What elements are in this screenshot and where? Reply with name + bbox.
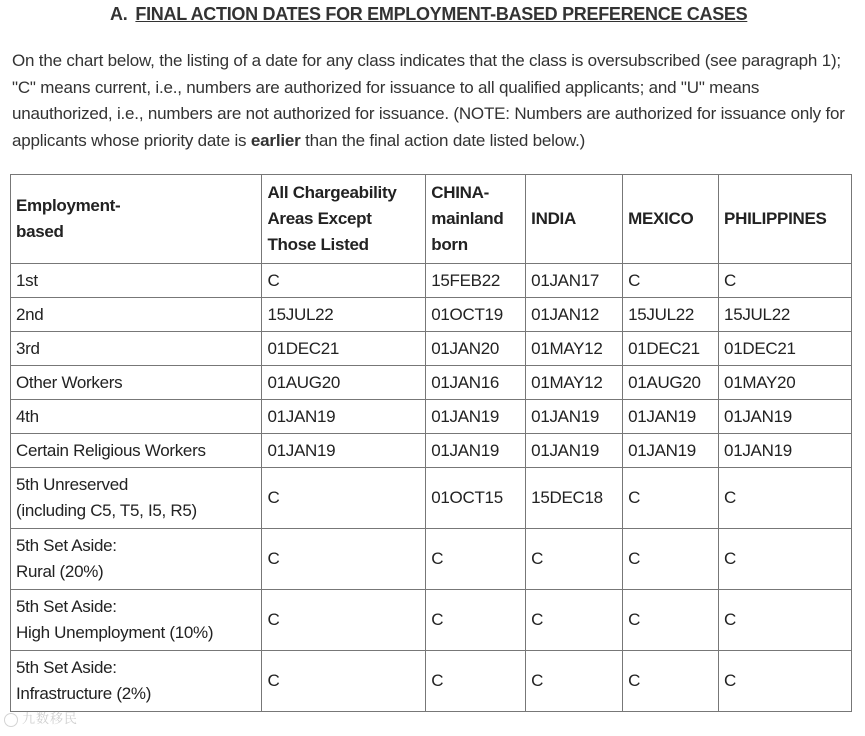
table-row (11, 468, 852, 529)
date-cell: 01JAN19 (526, 400, 623, 434)
intro-text-end: than the final action date listed below.) (300, 130, 586, 150)
date-cell: 01DEC21 (719, 332, 852, 366)
date-cell: 01JAN19 (623, 434, 719, 468)
date-cell: 15FEB22 (426, 264, 526, 298)
date-cell: 01AUG20 (623, 366, 719, 400)
date-cell: C (623, 468, 719, 529)
header-china: CHINA- mainland born (426, 175, 526, 264)
row-category-cell: 3rd (11, 332, 262, 366)
row-category-cell: 5th Set Aside: High Unemployment (10%) (11, 590, 262, 651)
table-row (11, 651, 852, 712)
table-row (11, 434, 852, 468)
row-category-cell: 1st (11, 264, 262, 298)
date-cell: C (426, 651, 526, 712)
watermark-logo-icon (4, 713, 18, 727)
date-cell: 01JAN17 (526, 264, 623, 298)
date-cell: 01JAN19 (623, 400, 719, 434)
table-row (11, 366, 852, 400)
header-india: INDIA (526, 175, 623, 264)
header-philippines: PHILIPPINES (719, 175, 852, 264)
date-cell: 01MAY12 (526, 366, 623, 400)
intro-paragraph (12, 48, 852, 154)
date-cell: 01JAN20 (426, 332, 526, 366)
table-row (11, 332, 852, 366)
row-category-cell: 5th Set Aside: Rural (20%) (11, 529, 262, 590)
row-category-cell: Other Workers (11, 366, 262, 400)
date-cell: 01DEC21 (623, 332, 719, 366)
date-cell: C (262, 529, 426, 590)
date-cell: C (526, 590, 623, 651)
date-cell: 01OCT19 (426, 298, 526, 332)
date-cell: 01AUG20 (262, 366, 426, 400)
date-cell: 01DEC21 (262, 332, 426, 366)
date-cell: C (623, 590, 719, 651)
header-all-chargeability: All Chargeability Areas Except Those Listed (262, 175, 426, 264)
watermark-text: 九数移民 (22, 711, 79, 726)
row-category-cell: 5th Set Aside: Infrastructure (2%) (11, 651, 262, 712)
section-heading (110, 4, 747, 25)
date-cell: C (719, 651, 852, 712)
section-title: FINAL ACTION DATES FOR EMPLOYMENT-BASED PREFERENCE CASES (135, 4, 748, 24)
date-cell: C (262, 651, 426, 712)
intro-emphasis: earlier (250, 130, 301, 150)
date-cell: 01JAN19 (262, 400, 426, 434)
date-cell: C (262, 590, 426, 651)
date-cell: C (526, 651, 623, 712)
watermark (4, 708, 78, 727)
date-cell: C (719, 590, 852, 651)
date-cell: C (262, 468, 426, 529)
date-cell: 01JAN19 (526, 434, 623, 468)
date-cell: C (426, 529, 526, 590)
date-cell: 15JUL22 (719, 298, 852, 332)
table-row (11, 298, 852, 332)
intro-text: On the chart below, the listing of a date for any class indicates that the class is oversubscribed (see paragraph 1); "C" means current, i.e., numbers are authorized for issuance to all qualified applicants; and "U" means unauthorized, i.e., numbers are not authorized for issuance. (NOTE: Numbers are authorized for issuance only for applicants whose priority date is (12, 51, 845, 150)
date-cell: C (719, 529, 852, 590)
table-row (11, 529, 852, 590)
date-cell: 01JAN16 (426, 366, 526, 400)
date-cell: 01JAN19 (719, 400, 852, 434)
row-category-cell: 4th (11, 400, 262, 434)
date-cell: C (262, 264, 426, 298)
table-row (11, 400, 852, 434)
section-letter: A. (110, 4, 128, 24)
table-header-row (11, 175, 852, 264)
row-category-cell: Certain Religious Workers (11, 434, 262, 468)
date-cell: 15JUL22 (623, 298, 719, 332)
table-row (11, 264, 852, 298)
date-cell: C (719, 264, 852, 298)
date-cell: 01MAY12 (526, 332, 623, 366)
date-cell: C (623, 529, 719, 590)
row-category-cell: 5th Unreserved (including C5, T5, I5, R5) (11, 468, 262, 529)
header-mexico: MEXICO (623, 175, 719, 264)
date-cell: 01JAN19 (426, 400, 526, 434)
date-cell: 01JAN19 (719, 434, 852, 468)
table-row (11, 590, 852, 651)
date-cell: C (623, 264, 719, 298)
date-cell: 01OCT15 (426, 468, 526, 529)
date-cell: 15DEC18 (526, 468, 623, 529)
date-cell: 01JAN12 (526, 298, 623, 332)
header-employment-based: Employment- based (11, 175, 262, 264)
date-cell: C (526, 529, 623, 590)
row-category-cell: 2nd (11, 298, 262, 332)
date-cell: 01JAN19 (426, 434, 526, 468)
date-cell: C (623, 651, 719, 712)
date-cell: 01MAY20 (719, 366, 852, 400)
date-cell: 01JAN19 (262, 434, 426, 468)
date-cell: C (719, 468, 852, 529)
date-cell: 15JUL22 (262, 298, 426, 332)
table-body (11, 264, 852, 712)
final-action-dates-table (10, 174, 852, 712)
date-cell: C (426, 590, 526, 651)
